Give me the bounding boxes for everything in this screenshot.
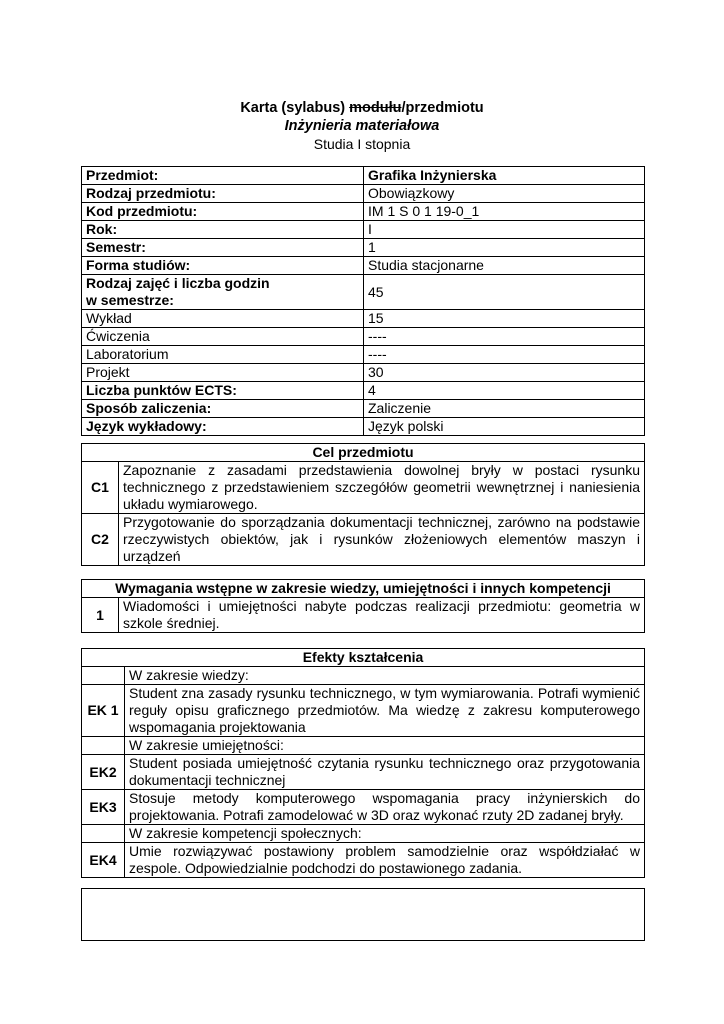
- table-row: [82, 382, 645, 400]
- info-label: [82, 275, 364, 310]
- info-value: 30: [364, 364, 645, 382]
- document-title: [0, 99, 724, 117]
- prerequisites-table: [81, 579, 645, 633]
- info-label: Rok:: [82, 221, 364, 239]
- empty-cell: [82, 737, 125, 755]
- table-row: [82, 328, 645, 346]
- info-value: 45: [364, 275, 645, 310]
- table-row: [82, 257, 645, 275]
- table-row: [82, 825, 645, 843]
- info-value: Język polski: [364, 418, 645, 436]
- table-row: [82, 239, 645, 257]
- info-value: I: [364, 221, 645, 239]
- prerequisite-text: Wiadomości i umiejętności nabyte podczas realizacji przedmiotu: geometria w szkole średniej.: [119, 598, 645, 633]
- outcome-code: EK2: [82, 755, 125, 790]
- outcome-code: EK 1: [82, 685, 125, 737]
- section-heading: Efekty kształcenia: [82, 649, 645, 667]
- table-row: [82, 444, 645, 462]
- info-value: Grafika Inżynierska: [364, 167, 645, 185]
- table-row: [82, 275, 645, 310]
- table-row: [82, 364, 645, 382]
- table-row: [82, 843, 645, 878]
- info-label: Wykład: [82, 310, 364, 328]
- table-row: [82, 167, 645, 185]
- info-value: ----: [364, 346, 645, 364]
- info-value: Obowiązkowy: [364, 185, 645, 203]
- outcome-text: Student zna zasady rysunku technicznego, w tym wymiarowania. Potrafi wymienić reguły opisu graficznego przedmiotów. Ma wiedzę z zakresu komputerowego wspomagania projektowania: [125, 685, 645, 737]
- info-value: Studia stacjonarne: [364, 257, 645, 275]
- table-row: [82, 790, 645, 825]
- subsection-label: W zakresie umiejętności:: [125, 737, 645, 755]
- info-label: Semestr:: [82, 239, 364, 257]
- course-info-table: [81, 166, 645, 436]
- info-value: IM 1 S 0 1 19-0_1: [364, 203, 645, 221]
- table-row: [82, 418, 645, 436]
- title-struck-word: modułu: [349, 100, 402, 116]
- info-value: 1: [364, 239, 645, 257]
- table-row: [82, 203, 645, 221]
- table-row: [82, 755, 645, 790]
- info-label: Kod przedmiotu:: [82, 203, 364, 221]
- table-row: [82, 221, 645, 239]
- outcome-text: Stosuje metody komputerowego wspomagania pracy inżynierskich do projektowania. Potrafi zamodelować w 3D oraz wykonać rzuty 2D zadanej bryły.: [125, 790, 645, 825]
- subsection-label: W zakresie wiedzy:: [125, 667, 645, 685]
- info-label: Rodzaj przedmiotu:: [82, 185, 364, 203]
- outcome-text: Umie rozwiązywać postawiony problem samodzielnie oraz współdziałać w zespole. Odpowiedzialnie podchodzi do postawionego zadania.: [125, 843, 645, 878]
- table-row: [82, 185, 645, 203]
- title-prefix: Karta (sylabus): [240, 100, 350, 116]
- info-label: Język wykładowy:: [82, 418, 364, 436]
- table-row: [82, 514, 645, 566]
- learning-outcomes-table: [81, 648, 645, 878]
- outcome-text: Student posiada umiejętność czytania rysunku technicznego oraz przygotowania dokumentacji technicznej: [125, 755, 645, 790]
- info-value: 15: [364, 310, 645, 328]
- info-value: Zaliczenie: [364, 400, 645, 418]
- goal-code: C2: [82, 514, 119, 566]
- prerequisite-code: 1: [82, 598, 119, 633]
- table-row: [82, 667, 645, 685]
- course-goals-table: [81, 443, 645, 566]
- outcome-code: EK4: [82, 843, 125, 878]
- title-suffix: /przedmiotu: [401, 100, 484, 116]
- info-label-line: Rodzaj zajęć i liczba godzin: [86, 275, 270, 291]
- empty-cell: [82, 667, 125, 685]
- goal-text: Przygotowanie do sporządzania dokumentacji technicznej, zarówno na podstawie rzeczywistych obiektów, jak i rysunków złożeniowych elementów maszyn i urządzeń: [119, 514, 645, 566]
- info-value: ----: [364, 328, 645, 346]
- table-row: [82, 649, 645, 667]
- table-row: [82, 737, 645, 755]
- info-label: Sposób zaliczenia:: [82, 400, 364, 418]
- info-label: Ćwiczenia: [82, 328, 364, 346]
- empty-cell: [82, 825, 125, 843]
- section-heading: Wymagania wstępne w zakresie wiedzy, umiejętności i innych kompetencji: [82, 580, 645, 598]
- info-label: Projekt: [82, 364, 364, 382]
- table-row: [82, 580, 645, 598]
- study-level: Studia I stopnia: [313, 136, 411, 152]
- section-heading: Cel przedmiotu: [82, 444, 645, 462]
- info-label: Laboratorium: [82, 346, 364, 364]
- info-label: Forma studiów:: [82, 257, 364, 275]
- goal-text: Zapoznanie z zasadami przedstawienia dowolnej bryły w postaci rysunku technicznego z przedstawieniem szczegółów geometrii wewnętrznej i naniesienia układu wymiarowego.: [119, 462, 645, 514]
- subsection-label: W zakresie kompetencji społecznych:: [125, 825, 645, 843]
- table-row: [82, 310, 645, 328]
- table-row: [82, 685, 645, 737]
- goal-code: C1: [82, 462, 119, 514]
- info-label-line: w semestrze:: [86, 292, 174, 308]
- info-value: 4: [364, 382, 645, 400]
- outcome-code: EK3: [82, 790, 125, 825]
- field-of-study: Inżynieria materiałowa: [284, 118, 440, 134]
- table-row: [82, 346, 645, 364]
- info-label: Przedmiot:: [82, 167, 364, 185]
- info-label: Liczba punktów ECTS:: [82, 382, 364, 400]
- table-row: [82, 462, 645, 514]
- empty-table-box: [81, 888, 645, 941]
- table-row: [82, 400, 645, 418]
- table-row: [82, 598, 645, 633]
